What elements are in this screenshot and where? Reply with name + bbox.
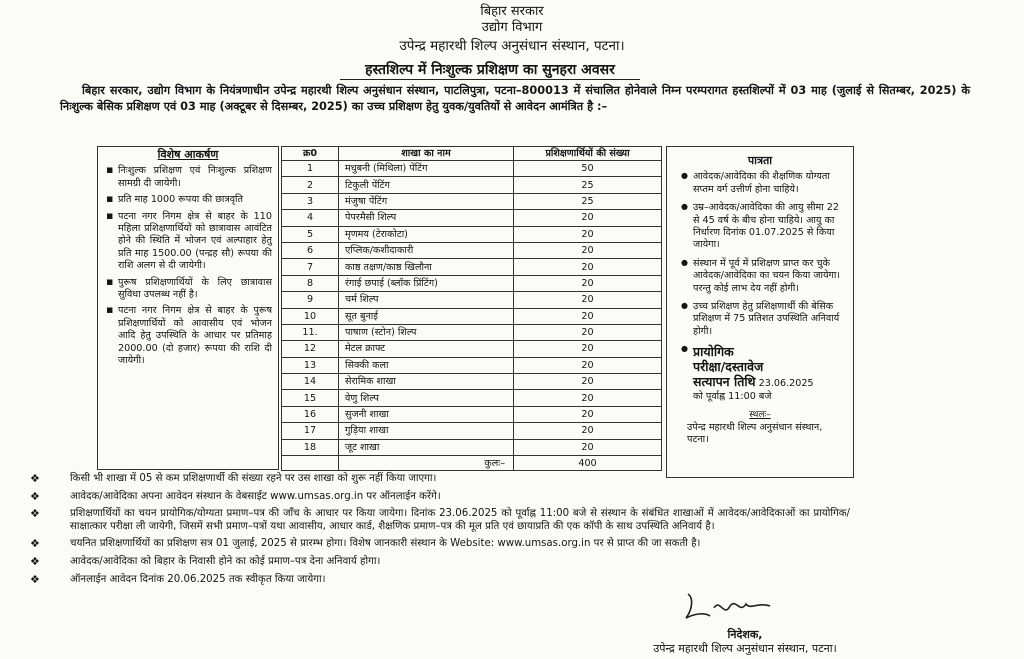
diamond-bullet-icon: ❖ <box>30 472 40 485</box>
note-text: आवेदक/आवेदिका को बिहार के निवासी होने का कोई प्रमाण–पत्र देना अनिवार्य होगा। <box>70 555 381 567</box>
table-row <box>282 275 662 291</box>
special-attractions-title: विशेष आकर्षण <box>157 148 219 161</box>
table-row <box>282 292 662 308</box>
row-branch-name: चर्म शिल्प <box>339 292 514 308</box>
eligibility-item: ● उच्च प्रशिक्षण हेतु प्रशिक्षणार्थी की बेसिक प्रशिक्षण में 75 प्रतिशत उपस्थिति अनिवार्य होगी। <box>693 301 845 338</box>
row-branch-name: पाषाण (स्टोन) शिल्प <box>339 324 514 340</box>
row-trainee-count: 20 <box>514 275 662 291</box>
exam-date: 23.06.2025 <box>758 378 814 390</box>
row-branch-name: सूत बुनाई <box>339 308 514 324</box>
row-trainee-count: 20 <box>514 341 662 357</box>
row-serial: 5 <box>282 226 339 242</box>
signoff-org: उपेन्द्र महारथी शिल्प अनुसंधान संस्थान, पटना। <box>653 642 837 655</box>
row-trainee-count: 20 <box>514 390 662 406</box>
row-branch-name: मधुबनी (मिथिला) पेंटिंग <box>339 161 514 177</box>
attraction-item: ▪ पटना नगर निगम क्षेत्र से बाहर के 110 महिला प्रशिक्षणार्थियों को छात्रावास आवंटित होने की स्थिति में भोजन एवं अल्पाहार हेतु प्रति माह 1500.00 (पन्द्रह सौ) रूपया की राशि अलग से दी जायेगी। <box>118 211 272 273</box>
venue-address: उपेन्द्र महारथी शिल्प अनुसंधान संस्थान, पटना। <box>687 421 823 445</box>
row-trainee-count: 25 <box>514 193 662 209</box>
row-branch-name: एप्लिक/कशीदाकारी <box>339 242 514 258</box>
director-signature <box>680 588 790 628</box>
intro-text: बिहार सरकार, उद्योग विभाग के नियंत्रणाधीन उपेन्द्र महारथी शिल्प अनुसंधान संस्थान, पाटलिपुत्रा, पटना–800013 में संचालित होनेवाले निम्न परम्परागत हस्तशिल्पों में 03 माह (जुलाई से सितम्बर, 2025) के निःशुल्क बेसिक प्रशिक्षण एवं 03 माह (अक्टूबर से दिसम्बर, 2025) का उच्च प्रशिक्षण हेतु युवक/युवतियों से आवेदन आमंत्रित है :– <box>60 84 970 113</box>
row-trainee-count: 20 <box>514 226 662 242</box>
row-serial: 7 <box>282 259 339 275</box>
row-branch-name: रंगाई छपाई (ब्लॉक प्रिंटिंग) <box>339 275 514 291</box>
table-row <box>282 324 662 340</box>
row-serial: 3 <box>282 193 339 209</box>
note-text: किसी भी शाखा में 05 से कम प्रशिक्षणार्थी की संख्या रहने पर उस शाखा को शुरू नहीं किया जाएगा। <box>70 473 437 484</box>
note-item <box>30 473 850 486</box>
diamond-bullet-icon: ❖ <box>30 537 40 551</box>
row-serial: 14 <box>282 374 339 390</box>
note-text: चयनित प्रशिक्षणार्थियों का प्रशिक्षण सत्र 01 जुलाई, 2025 से प्रारम्भ होगा। विशेष जानकारी संस्थान के Website: www.umsas.org.in पर से प्राप्त की जा सकती है। <box>70 538 701 550</box>
table-row <box>282 161 662 177</box>
col-branch-header: शाखा का नाम <box>339 147 514 161</box>
note-item <box>30 538 850 551</box>
eligibility-title: पात्रता <box>747 154 773 167</box>
table-row <box>282 259 662 275</box>
row-trainee-count: 20 <box>514 374 662 390</box>
notice-title: हस्तशिल्प में निःशुल्क प्रशिक्षण का सुनहरा अवसर <box>340 60 640 80</box>
attraction-item: ▪ प्रति माह 1000 रूपया की छात्रवृति <box>118 194 272 206</box>
table-row <box>282 210 662 226</box>
row-trainee-count: 20 <box>514 439 662 455</box>
row-branch-name: सेरामिक शाखा <box>339 374 514 390</box>
table-row <box>282 308 662 324</box>
total-empty-cell <box>282 456 339 471</box>
note-item <box>30 491 850 504</box>
exam-line3: सत्यापन तिथि <box>693 374 756 390</box>
row-serial: 1 <box>282 161 339 177</box>
diamond-bullet-icon: ❖ <box>30 507 40 521</box>
row-branch-name: टिकुली पेंटिंग <box>339 177 514 193</box>
special-attractions-list <box>98 165 278 367</box>
table-row <box>282 226 662 242</box>
row-branch-name: जूट शाखा <box>339 439 514 455</box>
table-row <box>282 390 662 406</box>
row-trainee-count: 20 <box>514 423 662 439</box>
institute-name: उपेन्द्र महारथी शिल्प अनुसंधान संस्थान, पटना। <box>399 38 625 54</box>
row-serial: 11. <box>282 324 339 340</box>
intro-paragraph <box>60 83 970 115</box>
col-count-header: प्रशिक्षणार्थियों की संख्या <box>514 147 662 161</box>
table-row <box>282 423 662 439</box>
row-trainee-count: 50 <box>514 161 662 177</box>
eligibility-list <box>667 171 853 403</box>
attraction-item: ▪ पटना नगर निगम क्षेत्र से बाहर के पुरूष प्रशिक्षणार्थियों को आवासीय एवं भोजन आदि हेतु उपस्थिति के आधार पर प्रतिमाह 2000.00 (दो हजार) रूपया की राशि दी जायेगी। <box>118 305 272 367</box>
exam-date-row <box>693 374 845 390</box>
attraction-item: ▪ पुरूष प्रशिक्षणार्थियों के लिए छात्रावास सुविधा उपलब्ध नहीं है। <box>118 277 272 302</box>
row-branch-name: मंजुषा पेंटिंग <box>339 193 514 209</box>
exam-time: को पूर्वाह्न 11:00 बजे <box>693 390 772 402</box>
notes-section <box>30 473 850 591</box>
department-name: उद्योग विभाग <box>481 20 543 35</box>
note-text: आवेदक/आवेदिका अपना आवेदन संस्थान के वेबसाईट www.umsas.org.in पर ऑनलाईन करेंगे। <box>70 490 441 502</box>
diamond-bullet-icon: ❖ <box>30 489 40 503</box>
note-item <box>30 556 850 569</box>
row-branch-name: मेटल क्राफ्ट <box>339 341 514 357</box>
venue-label: स्थलः– <box>749 410 771 421</box>
exam-info <box>693 344 845 403</box>
signoff-title: निदेशक, <box>727 628 763 641</box>
table-row <box>282 341 662 357</box>
row-trainee-count: 20 <box>514 324 662 340</box>
table-row <box>282 242 662 258</box>
total-value: 400 <box>514 456 662 471</box>
row-branch-name: सिक्की कला <box>339 357 514 373</box>
table-row <box>282 193 662 209</box>
row-branch-name: गुड़िया शाखा <box>339 423 514 439</box>
row-serial: 18 <box>282 439 339 455</box>
row-serial: 10 <box>282 308 339 324</box>
row-trainee-count: 20 <box>514 357 662 373</box>
row-serial: 17 <box>282 423 339 439</box>
row-branch-name: काष्ठ तक्षण/काष्ठ खिलौना <box>339 259 514 275</box>
gov-name: बिहार सरकार <box>480 4 544 19</box>
row-serial: 12 <box>282 341 339 357</box>
row-trainee-count: 20 <box>514 308 662 324</box>
diamond-bullet-icon: ❖ <box>30 572 40 586</box>
row-trainee-count: 20 <box>514 210 662 226</box>
table-header-row <box>282 147 662 161</box>
attraction-item: ▪ निःशुल्क प्रशिक्षण एवं निःशुल्क प्रशिक्षण सामग्री दी जायेगी। <box>118 165 272 190</box>
row-trainee-count: 20 <box>514 292 662 308</box>
signoff-block <box>630 628 860 656</box>
special-attractions-box <box>97 146 279 470</box>
col-serial-header: क्र0 <box>282 147 339 161</box>
eligibility-box <box>666 146 854 478</box>
row-serial: 2 <box>282 177 339 193</box>
note-text: प्रशिक्षणार्थियों का चयन प्रायोगिक/योग्यता प्रमाण–पत्र की जाँच के आधार पर किया जायेगा। दिनांक 23.06.2025 को पूर्वाह्न 11:00 बजे से संस्थान के संबंधित शाखाओं में आवेदक/आवेदिकाओं का प्रायोगिक/साक्षात्कार परीक्षा ली जायेगी, जिसमें सभी प्रमाण–पत्रों यथा आवासीय, आधार कार्ड, शैक्षणिक प्रमाण–पत्र की मूल प्रति एवं छायाप्रति की एक कॉपी के साथ उपस्थिति अनिवार्य है। <box>70 508 850 532</box>
diamond-bullet-icon: ❖ <box>30 554 40 568</box>
total-label: कुलः– <box>339 456 514 471</box>
row-branch-name: सुजनी शाखा <box>339 406 514 422</box>
note-item <box>30 508 850 533</box>
row-branch-name: पेपरमैसी शिल्प <box>339 210 514 226</box>
exam-line1: ● प्रायोगिक <box>693 344 734 360</box>
row-branch-name: मृणमय (टेराकोटा) <box>339 226 514 242</box>
table-row <box>282 406 662 422</box>
eligibility-item: ● संस्थान में पूर्व में प्रशिक्षण प्राप्त कर चुके आवेदक/आवेदिका का चयन किया जायेगा। परन्तु कोई लाभ देय नहीं होगी। <box>693 258 845 295</box>
table-row <box>282 357 662 373</box>
table-body <box>282 161 662 471</box>
row-serial: 13 <box>282 357 339 373</box>
row-branch-name: वेणु शिल्प <box>339 390 514 406</box>
exam-line2: परीक्षा/दस्तावेज <box>693 359 764 375</box>
row-trainee-count: 20 <box>514 259 662 275</box>
row-trainee-count: 20 <box>514 242 662 258</box>
row-serial: 15 <box>282 390 339 406</box>
note-text: ऑनलाईन आवेदन दिनांक 20.06.2025 तक स्वीकृत किया जायेगा। <box>70 573 326 585</box>
row-serial: 9 <box>282 292 339 308</box>
table-row <box>282 177 662 193</box>
row-trainee-count: 20 <box>514 406 662 422</box>
note-item <box>30 574 850 587</box>
row-trainee-count: 25 <box>514 177 662 193</box>
row-serial: 4 <box>282 210 339 226</box>
eligibility-item: ● आवेदक/आवेदिका की शैक्षणिक योग्यता सप्तम वर्ग उत्तीर्ण होना चाहिये। <box>693 171 845 196</box>
table-total-row <box>282 456 662 471</box>
branches-table <box>281 146 662 471</box>
row-serial: 16 <box>282 406 339 422</box>
row-serial: 8 <box>282 275 339 291</box>
table-row <box>282 439 662 455</box>
eligibility-item: ● उम्र–आवेदक/आवेदिका की आयु सीमा 22 से 45 वर्ष के बीच होना चाहिये। आयु का निर्धारण दिनांक 01.07.2025 से किया जायेगा। <box>693 202 845 252</box>
row-serial: 6 <box>282 242 339 258</box>
table-row <box>282 374 662 390</box>
